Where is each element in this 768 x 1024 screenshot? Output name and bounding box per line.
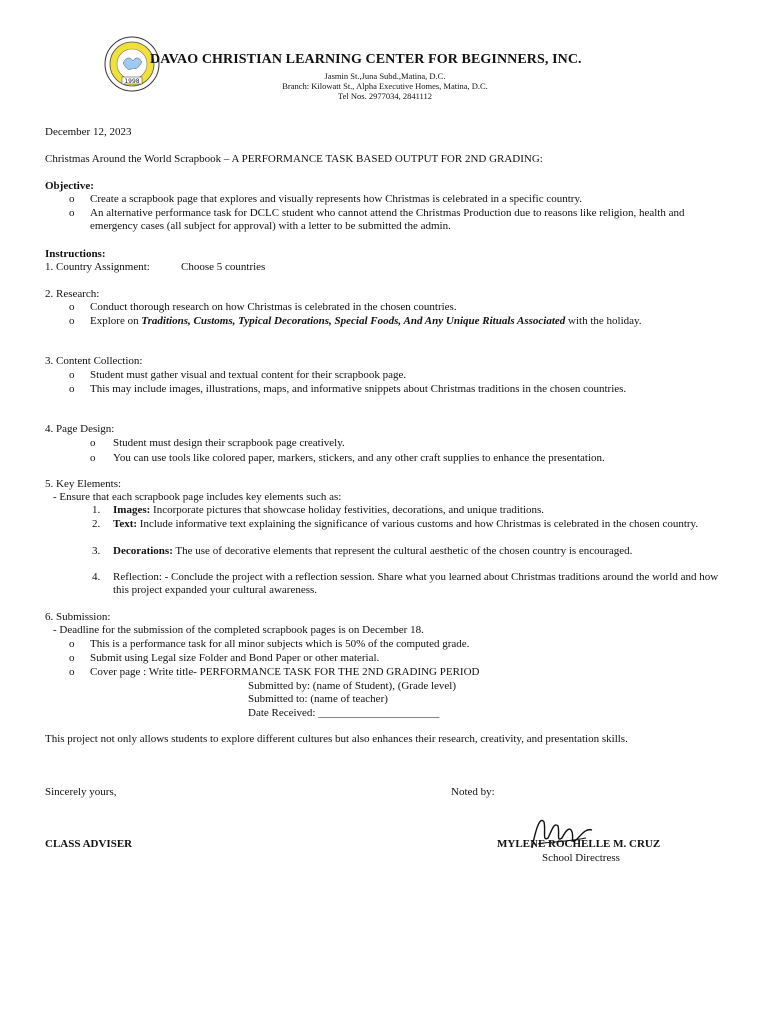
objective-item: Create a scrapbook page that explores and visually represents how Christmas is celebrated in a specific country. xyxy=(90,193,582,205)
key-element-item: Images: Incorporate pictures that showcase holiday festivities, decorations, and unique traditions. xyxy=(113,504,545,516)
bullet-icon: o xyxy=(69,638,75,650)
class-adviser-title: CLASS ADVISER xyxy=(45,838,133,850)
objective-heading: Objective: xyxy=(45,180,94,192)
address-line: Jasmin St.,Juna Subd.,Matina, D.C. xyxy=(324,71,446,81)
content-item: Student must gather visual and textual content for their scrapbook page. xyxy=(90,369,407,381)
key-element-item: Text: Include informative text explaining the significance of various customs and how Christmas is celebrated in the chosen country. xyxy=(113,518,699,530)
list-number: 3. xyxy=(92,545,101,557)
noted-by-text: Noted by: xyxy=(451,786,495,798)
content-item: This may include images, illustrations, maps, and informative snippets about Christmas traditions in the chosen countries. xyxy=(90,383,627,395)
bullet-icon: o xyxy=(90,452,96,464)
section-5-label: 5. Key Elements: xyxy=(45,478,122,490)
section-1-label: 1. Country Assignment: xyxy=(45,261,150,273)
section-4-label: 4. Page Design: xyxy=(45,423,115,435)
sincerely-text: Sincerely yours, xyxy=(45,786,117,798)
submission-item: This is a performance task for all minor subjects which is 50% of the computed grade. xyxy=(90,638,470,650)
cover-submitted-by: Submitted by: (name of Student), (Grade level) xyxy=(248,680,457,692)
research-item: Conduct thorough research on how Christmas is celebrated in the chosen countries. xyxy=(90,301,457,313)
section-2-label: 2. Research: xyxy=(45,288,100,300)
letter-date: December 12, 2023 xyxy=(45,126,132,138)
key-element-item: Reflection: - Conclude the project with a reflection session. Share what you learned about Christmas traditions around the world and how this project expanded your cultural awareness. xyxy=(113,571,719,596)
bullet-icon: o xyxy=(69,301,75,313)
list-number: 4. xyxy=(92,571,101,583)
cover-submitted-to: Submitted to: (name of teacher) xyxy=(248,693,388,705)
school-name: DAVAO CHRISTIAN LEARNING CENTER FOR BEGINNERS, INC. xyxy=(150,52,582,67)
design-item: You can use tools like colored paper, markers, stickers, and any other craft supplies to enhance the presentation. xyxy=(113,452,605,464)
list-number: 2. xyxy=(92,518,101,530)
submission-intro: - Deadline for the submission of the completed scrapbook pages is on December 18. xyxy=(53,624,424,636)
bullet-icon: o xyxy=(69,315,75,327)
bullet-icon: o xyxy=(69,666,75,678)
bullet-icon: o xyxy=(69,207,75,219)
submission-item: Cover page : Write title- PERFORMANCE TASK FOR THE 2ND GRADING PERIOD xyxy=(90,666,480,678)
cover-date-received: Date Received: ______________________ xyxy=(248,707,440,719)
bullet-icon: o xyxy=(90,437,96,449)
design-item: Student must design their scrapbook page creatively. xyxy=(113,437,345,449)
section-3-label: 3. Content Collection: xyxy=(45,355,143,367)
letter-title: Christmas Around the World Scrapbook – A PERFORMANCE TASK BASED OUTPUT FOR 2ND GRADING: xyxy=(45,153,543,165)
directress-name: MYLENE ROCHELLE M. CRUZ xyxy=(497,838,661,850)
bullet-icon: o xyxy=(69,383,75,395)
section-6-label: 6. Submission: xyxy=(45,611,111,623)
research-topics: Traditions, Customs, Typical Decorations, Special Foods, And Any Unique Rituals Associated xyxy=(141,315,566,327)
bullet-icon: o xyxy=(69,652,75,664)
directress-title: School Directress xyxy=(542,852,620,864)
objective-item: An alternative performance task for DCLC student who cannot attend the Christmas Production due to reasons like religion, health and emergency cases (all subject for approval) with a letter to be submitted the admin. xyxy=(90,207,685,232)
list-number: 1. xyxy=(92,504,101,516)
closing-paragraph: This project not only allows students to explore different cultures but also enhances their research, creativity, and presentation skills. xyxy=(45,733,628,745)
key-elements-intro: - Ensure that each scrapbook page includes key elements such as: xyxy=(53,491,342,503)
tel-line: Tel Nos. 2977034, 2841112 xyxy=(338,91,432,101)
bullet-icon: o xyxy=(69,193,75,205)
research-item: Explore on Traditions, Customs, Typical Decorations, Special Foods, And Any Unique Rituals Associated with the holiday. xyxy=(90,315,642,327)
instructions-heading: Instructions: xyxy=(45,248,106,260)
key-element-item: Decorations: The use of decorative elements that represent the cultural aesthetic of the chosen country is encouraged. xyxy=(113,545,633,557)
section-1-value: Choose 5 countries xyxy=(181,261,266,273)
svg-text:1998: 1998 xyxy=(124,78,140,85)
submission-item: Submit using Legal size Folder and Bond Paper or other material. xyxy=(90,652,380,664)
branch-line: Branch: Kilowatt St., Alpha Executive Homes, Matina, D.C. xyxy=(282,81,488,91)
bullet-icon: o xyxy=(69,369,75,381)
